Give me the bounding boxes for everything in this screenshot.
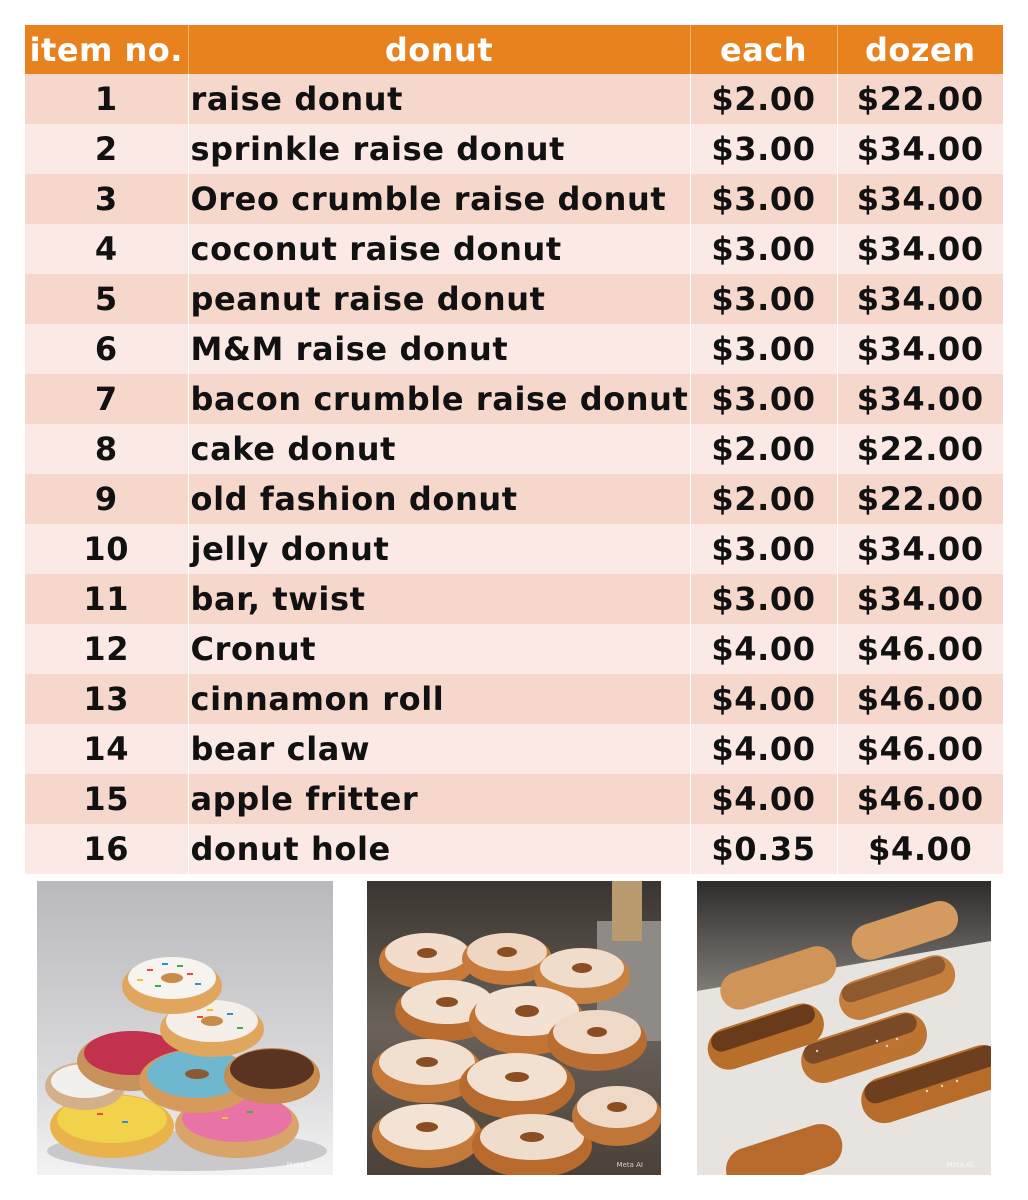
eclair-tray-photo <box>697 881 991 1175</box>
table-row <box>25 824 1003 874</box>
item-number-cell: 13 <box>25 674 188 724</box>
table-row <box>25 124 1003 174</box>
dozen-price-cell: $4.00 <box>837 824 1003 874</box>
table-row <box>25 474 1003 524</box>
donut-name-cell: M&M raise donut <box>188 324 690 374</box>
table-row <box>25 174 1003 224</box>
dozen-price-cell: $34.00 <box>837 274 1003 324</box>
donut-name-cell: bar, twist <box>188 574 690 624</box>
donut-name-cell: cinnamon roll <box>188 674 690 724</box>
table-row <box>25 724 1003 774</box>
sprinkle-donut-stack-photo <box>37 881 333 1175</box>
each-price-cell: $3.00 <box>690 374 837 424</box>
each-price-cell: $3.00 <box>690 174 837 224</box>
dozen-price-cell: $22.00 <box>837 74 1003 124</box>
item-number-cell: 16 <box>25 824 188 874</box>
each-price-cell: $4.00 <box>690 624 837 674</box>
dozen-price-cell: $46.00 <box>837 674 1003 724</box>
donut-name-cell: bear claw <box>188 724 690 774</box>
table-row <box>25 524 1003 574</box>
dozen-price-cell: $34.00 <box>837 524 1003 574</box>
donut-name-cell: sprinkle raise donut <box>188 124 690 174</box>
item-number-cell: 8 <box>25 424 188 474</box>
dozen-price-cell: $46.00 <box>837 774 1003 824</box>
item-number-cell: 6 <box>25 324 188 374</box>
each-price-cell: $3.00 <box>690 224 837 274</box>
table-row <box>25 424 1003 474</box>
each-price-cell: $3.00 <box>690 274 837 324</box>
donut-name-cell: donut hole <box>188 824 690 874</box>
header-dozen: dozen <box>837 25 1003 74</box>
header-item-no: item no. <box>25 25 188 74</box>
glazed-cronut-stack-photo <box>367 881 661 1175</box>
table-header-row <box>25 25 1003 74</box>
dozen-price-cell: $46.00 <box>837 724 1003 774</box>
table-row <box>25 224 1003 274</box>
donut-name-cell: apple fritter <box>188 774 690 824</box>
photo-watermark: Meta AI <box>616 1161 643 1169</box>
donut-name-cell: Oreo crumble raise donut <box>188 174 690 224</box>
item-number-cell: 10 <box>25 524 188 574</box>
item-number-cell: 2 <box>25 124 188 174</box>
each-price-cell: $2.00 <box>690 474 837 524</box>
item-number-cell: 3 <box>25 174 188 224</box>
photo-watermark: Meta AI <box>946 1161 973 1169</box>
donut-name-cell: old fashion donut <box>188 474 690 524</box>
dozen-price-cell: $34.00 <box>837 324 1003 374</box>
table-row <box>25 774 1003 824</box>
each-price-cell: $4.00 <box>690 774 837 824</box>
item-number-cell: 15 <box>25 774 188 824</box>
item-number-cell: 14 <box>25 724 188 774</box>
donut-price-table <box>25 25 1003 874</box>
item-number-cell: 11 <box>25 574 188 624</box>
photo-watermark: Meta AI <box>286 1161 313 1169</box>
donut-name-cell: Cronut <box>188 624 690 674</box>
each-price-cell: $3.00 <box>690 324 837 374</box>
dozen-price-cell: $22.00 <box>837 424 1003 474</box>
item-number-cell: 7 <box>25 374 188 424</box>
donut-name-cell: raise donut <box>188 74 690 124</box>
each-price-cell: $2.00 <box>690 424 837 474</box>
table-row <box>25 274 1003 324</box>
item-number-cell: 1 <box>25 74 188 124</box>
each-price-cell: $2.00 <box>690 74 837 124</box>
item-number-cell: 12 <box>25 624 188 674</box>
table-row <box>25 374 1003 424</box>
dozen-price-cell: $34.00 <box>837 374 1003 424</box>
dozen-price-cell: $34.00 <box>837 224 1003 274</box>
dozen-price-cell: $34.00 <box>837 174 1003 224</box>
donut-name-cell: jelly donut <box>188 524 690 574</box>
header-each: each <box>690 25 837 74</box>
each-price-cell: $4.00 <box>690 674 837 724</box>
donut-name-cell: peanut raise donut <box>188 274 690 324</box>
each-price-cell: $3.00 <box>690 124 837 174</box>
dozen-price-cell: $34.00 <box>837 574 1003 624</box>
each-price-cell: $3.00 <box>690 524 837 574</box>
donut-name-cell: cake donut <box>188 424 690 474</box>
table-row <box>25 324 1003 374</box>
table-row <box>25 574 1003 624</box>
dozen-price-cell: $46.00 <box>837 624 1003 674</box>
dozen-price-cell: $34.00 <box>837 124 1003 174</box>
table-row <box>25 74 1003 124</box>
donut-name-cell: coconut raise donut <box>188 224 690 274</box>
item-number-cell: 4 <box>25 224 188 274</box>
each-price-cell: $0.35 <box>690 824 837 874</box>
each-price-cell: $3.00 <box>690 574 837 624</box>
table-row <box>25 674 1003 724</box>
item-number-cell: 5 <box>25 274 188 324</box>
each-price-cell: $4.00 <box>690 724 837 774</box>
donut-name-cell: bacon crumble raise donut <box>188 374 690 424</box>
header-donut: donut <box>188 25 690 74</box>
dozen-price-cell: $22.00 <box>837 474 1003 524</box>
item-number-cell: 9 <box>25 474 188 524</box>
table-row <box>25 624 1003 674</box>
